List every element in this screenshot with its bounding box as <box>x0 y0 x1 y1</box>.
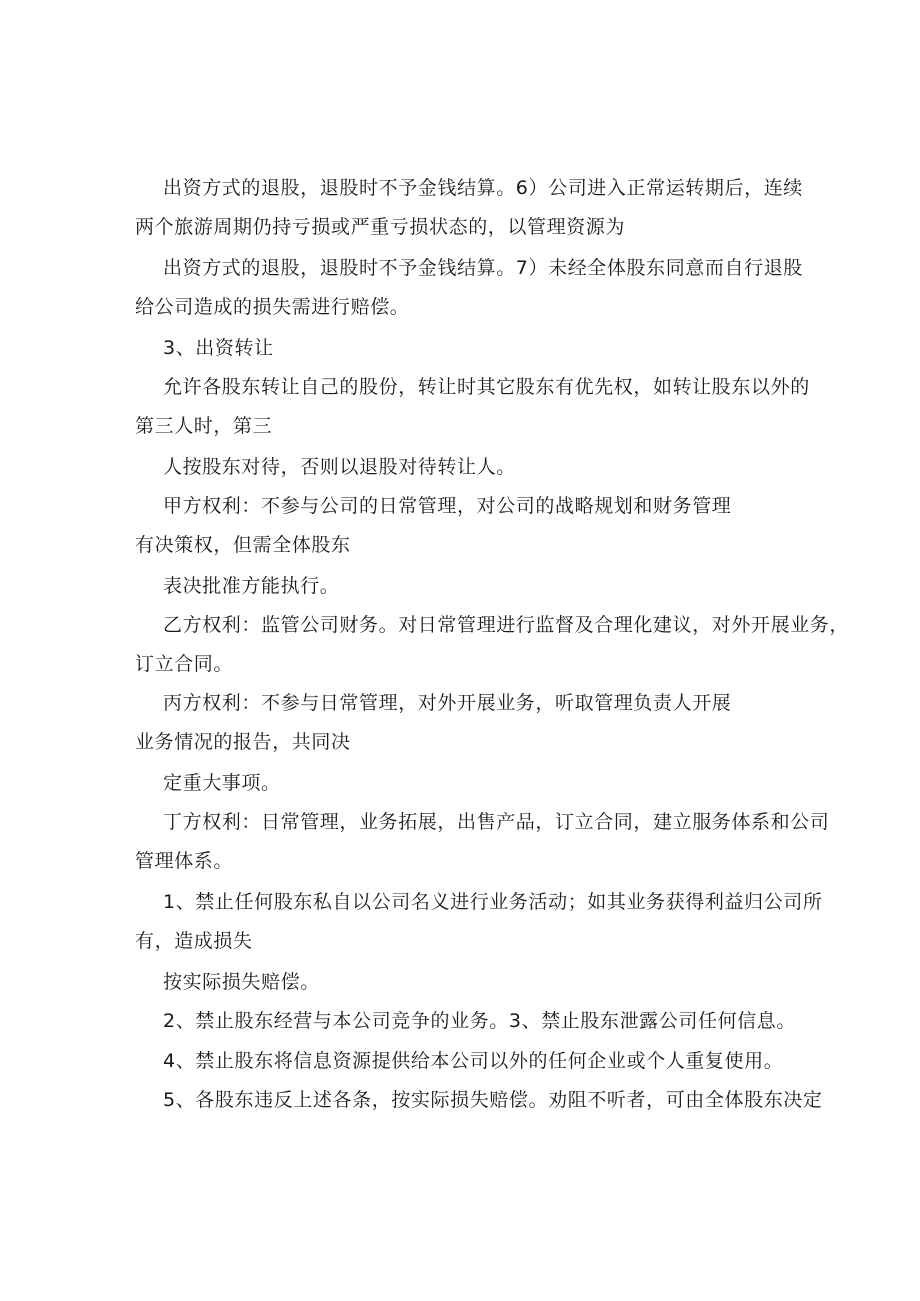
paragraph-line: 允许各股东转让自己的股份，转让时其它股东有优先权，如转让股东以外的 <box>163 376 810 398</box>
list-item: 5、各股东违反上述各条，按实际损失赔偿。劝阻不听者，可由全体股东决定 <box>163 1089 823 1111</box>
paragraph-line: 表决批准方能执行。 <box>163 575 340 597</box>
paragraph-line: 定重大事项。 <box>163 772 281 794</box>
paragraph-line: 甲方权利：不参与公司的日常管理，对公司的战略规划和财务管理 <box>163 495 732 517</box>
paragraph-line: 业务情况的报告，共同决 <box>135 731 351 753</box>
paragraph-line: 出资方式的退股，退股时不予金钱结算。7）未经全体股东同意而自行退股 <box>163 257 803 279</box>
paragraph-line: 丁方权利：日常管理，业务拓展，出售产品，订立合同，建立服务体系和公司 <box>163 811 830 833</box>
list-item: 4、禁止股东将信息资源提供给本公司以外的任何企业或个人重复使用。 <box>163 1050 784 1072</box>
paragraph-line: 给公司造成的损失需进行赔偿。 <box>135 296 410 318</box>
paragraph-line: 两个旅游周期仍持亏损或严重亏损状态的，以管理资源为 <box>135 216 626 238</box>
list-item: 2、禁止股东经营与本公司竞争的业务。3、禁止股东泄露公司任何信息。 <box>163 1010 796 1032</box>
list-item: 1、禁止任何股东私自以公司名义进行业务活动；如其业务获得利益归公司所 <box>163 891 823 913</box>
paragraph-line: 管理体系。 <box>135 850 234 872</box>
paragraph-line: 第三人时，第三 <box>135 415 273 437</box>
section-heading: 3、出资转让 <box>163 337 274 359</box>
paragraph-line: 订立合同。 <box>135 653 234 675</box>
paragraph-line: 有决策权，但需全体股东 <box>135 534 351 556</box>
paragraph-line: 按实际损失赔偿。 <box>163 971 320 993</box>
paragraph-line: 人按股东对待，否则以退股对待转让人。 <box>163 456 516 478</box>
paragraph-line: 出资方式的退股，退股时不予金钱结算。6）公司进入正常运转期后，连续 <box>163 177 803 199</box>
paragraph-line: 乙方权利：监管公司财务。对日常管理进行监督及合理化建议，对外开展业务， <box>163 614 850 636</box>
paragraph-line: 丙方权利：不参与日常管理，对外开展业务，听取管理负责人开展 <box>163 692 732 714</box>
paragraph-line: 有，造成损失 <box>135 930 253 952</box>
